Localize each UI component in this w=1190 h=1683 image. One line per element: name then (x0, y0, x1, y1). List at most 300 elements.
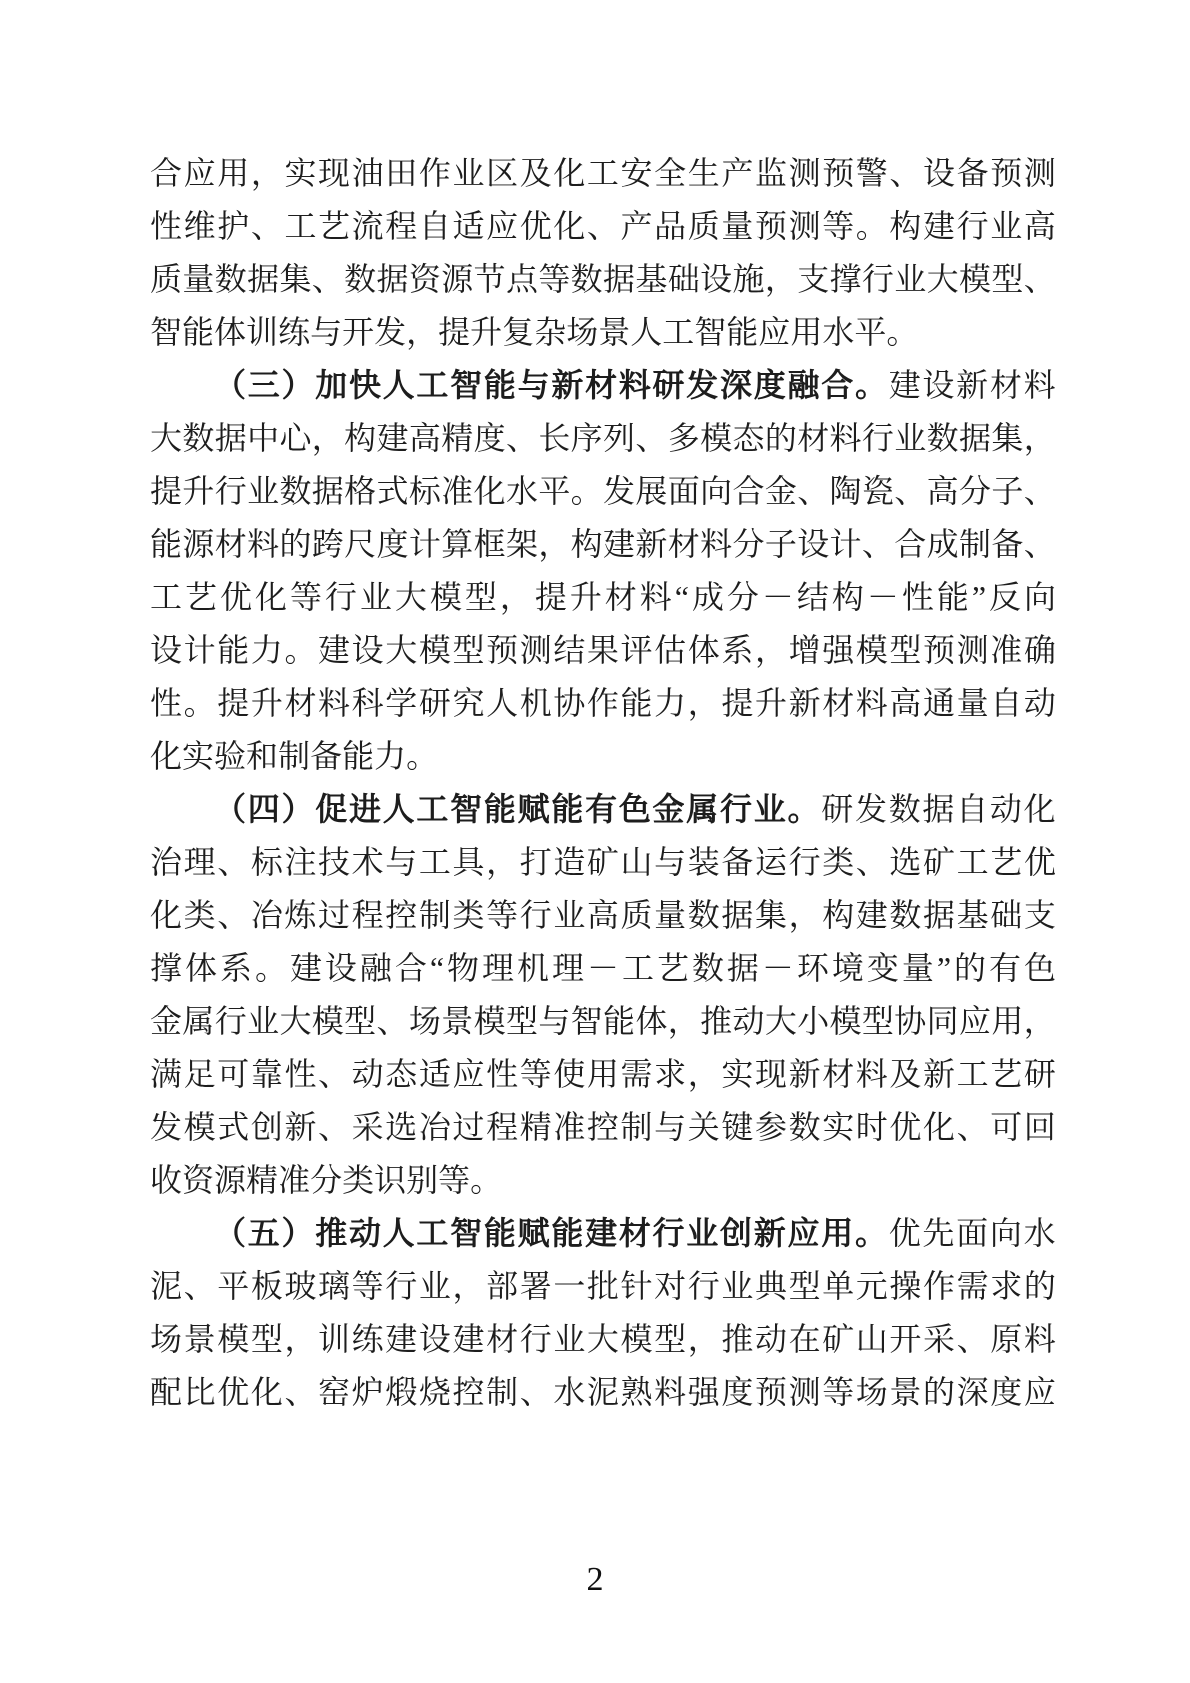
body-char: 撑 (829, 261, 862, 297)
body-char: 发 (854, 791, 887, 827)
body-char: 时 (855, 1109, 888, 1145)
body-char: 关 (687, 1109, 720, 1145)
body-char: 度 (721, 1374, 754, 1410)
body-char: 工 (586, 155, 619, 191)
body-char: 跨 (311, 526, 344, 562)
body-char: 署 (519, 1268, 552, 1304)
body-char: ， (486, 844, 519, 880)
body-char: 材 (604, 579, 637, 615)
body-char: 据 (214, 420, 247, 456)
body-char: 部 (486, 1268, 519, 1304)
heading-char: 业 (686, 1215, 719, 1251)
body-char: “ (429, 950, 445, 986)
body-char: 场 (855, 1374, 888, 1410)
body-char: 大 (764, 1003, 797, 1039)
body-char: 业 (452, 155, 485, 191)
body-char: 提 (721, 685, 754, 721)
body-char: 提 (438, 314, 471, 350)
body-char: 高 (408, 420, 441, 456)
body-char: 类 (183, 897, 216, 933)
body-char: 用 (586, 1056, 619, 1092)
body-char: 、 (311, 261, 344, 297)
body-char: 升 (754, 685, 787, 721)
body-char: 准 (553, 1109, 586, 1145)
body-char: 集 (754, 897, 787, 933)
body-char: 尺 (344, 526, 377, 562)
body-char: 足 (183, 1056, 216, 1092)
body-char: 集 (991, 420, 1024, 456)
body-char: 应 (1023, 1374, 1056, 1410)
heading-char: 工 (416, 791, 449, 827)
body-char: 控 (452, 1374, 485, 1410)
body-char: 、 (183, 1268, 216, 1304)
body-char: 高 (889, 685, 922, 721)
body-char: 型 (505, 1003, 538, 1039)
body-char: 景 (598, 314, 631, 350)
heading-char: 业 (753, 791, 786, 827)
body-char: 键 (721, 1109, 754, 1145)
heading-char: 工 (416, 1215, 449, 1251)
body-char: 收 (150, 1162, 183, 1198)
body-char: 艺 (184, 579, 217, 615)
body-char: 平 (538, 473, 571, 509)
body-char: 态 (732, 420, 765, 456)
body-char: 模 (700, 420, 733, 456)
body-char: 构 (889, 208, 922, 244)
body-char: 构 (822, 897, 855, 933)
heading-char: 融 (787, 367, 820, 403)
body-char: 制 (620, 1109, 653, 1145)
body-char: 识 (374, 1162, 407, 1198)
text-line (150, 1154, 1056, 1207)
body-char: 、 (217, 897, 250, 933)
body-char: 能 (342, 738, 375, 774)
body-char: 向 (700, 473, 733, 509)
heading-char: 。 (854, 367, 887, 403)
body-char: 测 (788, 1374, 821, 1410)
body-char: 研 (821, 791, 854, 827)
body-char: 量 (182, 261, 215, 297)
body-char: 冶 (418, 1109, 451, 1145)
body-char: 山 (855, 1321, 888, 1357)
body-char: 泥 (150, 1268, 183, 1304)
text-line (150, 624, 1056, 677)
body-char: 杂 (534, 314, 567, 350)
body-char: 护 (217, 208, 250, 244)
heading-char: （ (214, 791, 247, 827)
body-char: 过 (452, 1109, 485, 1145)
body-char: ， (754, 632, 787, 668)
body-char: 计 (408, 526, 441, 562)
body-char: 力 (250, 632, 283, 668)
body-char: 预 (923, 632, 956, 668)
body-char: ， (499, 579, 532, 615)
heading-char: （ (214, 367, 247, 403)
body-char: 实 (822, 1109, 855, 1145)
heading-char: ） (281, 791, 314, 827)
body-char: 建 (923, 208, 956, 244)
body-char: 训 (318, 1321, 351, 1357)
heading-char: 属 (686, 791, 719, 827)
body-char: 度 (990, 1374, 1023, 1410)
body-char: 创 (250, 1109, 283, 1145)
body-char: 体 (214, 314, 247, 350)
body-char: 可 (990, 1109, 1023, 1145)
body-char: 自 (990, 685, 1023, 721)
body-char: 通 (923, 685, 956, 721)
body-char: 具 (452, 844, 485, 880)
body-char: 工 (956, 1056, 989, 1092)
heading-char: 赋 (517, 791, 550, 827)
body-char: － (866, 579, 899, 615)
body-char: 模 (958, 261, 991, 297)
body-char: 据 (958, 420, 991, 456)
body-char: 、 (1023, 526, 1056, 562)
heading-char: 赋 (517, 1215, 550, 1251)
body-char: 行 (324, 579, 357, 615)
body-char: 产 (620, 208, 653, 244)
heading-char: 人 (382, 367, 415, 403)
text-line (150, 253, 1056, 306)
text-line (150, 995, 1056, 1048)
body-char: 模 (183, 1109, 216, 1145)
body-char: ， (764, 261, 797, 297)
body-char: 、 (956, 1321, 989, 1357)
heading-char: 。 (787, 791, 820, 827)
heading-char: 创 (720, 1215, 753, 1251)
body-char: 、 (894, 473, 927, 509)
heading-char: 智 (450, 367, 483, 403)
heading-char: 进 (348, 791, 381, 827)
body-char: 式 (217, 1109, 250, 1145)
body-char: 新 (284, 1109, 317, 1145)
body-char: 分 (310, 1162, 343, 1198)
body-char: 基 (635, 261, 668, 297)
text-line (150, 465, 1056, 518)
body-char: 架 (505, 526, 538, 562)
body-char: ， (1023, 420, 1056, 456)
body-char: 分 (726, 579, 759, 615)
body-char: 料 (654, 1374, 687, 1410)
body-char: 性 (150, 685, 183, 721)
body-char: ， (284, 1321, 317, 1357)
body-char: 质 (687, 208, 720, 244)
body-char: 化 (553, 155, 586, 191)
body-char: 理 (183, 844, 216, 880)
body-char: 性 (150, 208, 183, 244)
body-char: 建 (603, 526, 636, 562)
body-char: 的 (1023, 1268, 1056, 1304)
body-char: 心 (279, 420, 312, 456)
body-char: 升 (569, 579, 602, 615)
body-char: 高 (926, 473, 959, 509)
body-char: 数 (888, 791, 921, 827)
body-char: 与 (310, 314, 343, 350)
body-char: 矿 (822, 1321, 855, 1357)
body-char: 及 (519, 155, 552, 191)
heading-char: 行 (652, 1215, 685, 1251)
body-char: 源 (214, 1162, 247, 1198)
body-char: 面 (667, 473, 700, 509)
body-char: ， (538, 526, 571, 562)
body-char: 动 (1023, 685, 1056, 721)
body-char: 行 (214, 473, 247, 509)
body-char: 参 (754, 1109, 787, 1145)
body-char: 动 (351, 1056, 384, 1092)
body-char: 等 (519, 1056, 552, 1092)
body-char: 、 (855, 844, 888, 880)
body-char: － (586, 950, 619, 986)
body-char: 。 (855, 208, 888, 244)
body-char: 化 (150, 897, 183, 933)
body-char: 。 (254, 950, 287, 986)
body-char: 满 (150, 1056, 183, 1092)
body-char: 求 (990, 1268, 1023, 1304)
body-char: 数 (788, 1109, 821, 1145)
heading-char: ） (281, 367, 314, 403)
body-char: 工 (621, 950, 654, 986)
body-char: 运 (754, 844, 787, 880)
body-char: 术 (351, 844, 384, 880)
body-char: 板 (250, 1268, 283, 1304)
body-char: 材 (989, 367, 1022, 403)
body-char: 集 (279, 261, 312, 297)
text-line (150, 1207, 1056, 1260)
body-char: 化 (473, 473, 506, 509)
heading-char: 用 (821, 1215, 854, 1251)
heading-char: 三 (247, 367, 280, 403)
body-char: 在 (788, 1321, 821, 1357)
body-char: 备 (310, 738, 343, 774)
body-char: 据 (311, 473, 344, 509)
body-char: 料 (247, 526, 280, 562)
body-char: 备 (956, 155, 989, 191)
body-char: 评 (620, 632, 653, 668)
body-char: 用 (790, 314, 823, 350)
body-char: 型 (452, 632, 485, 668)
body-char: 小 (797, 1003, 830, 1039)
body-char: 模 (829, 1003, 862, 1039)
body-char: 建 (318, 632, 351, 668)
body-char: 成 (926, 526, 959, 562)
text-line (150, 677, 1056, 730)
body-char: 、 (217, 844, 250, 880)
body-char: 推 (700, 1003, 733, 1039)
body-char: 使 (553, 1056, 586, 1092)
body-char: 料 (318, 685, 351, 721)
body-char: “ (674, 579, 689, 615)
body-char: 景 (889, 1374, 922, 1410)
body-char: 合 (894, 526, 927, 562)
heading-char: 五 (247, 1215, 280, 1251)
body-char: 型 (861, 1003, 894, 1039)
body-char: 点 (505, 261, 538, 297)
body-char: 矿 (923, 844, 956, 880)
body-char: 优 (519, 208, 552, 244)
body-char: 等 (822, 208, 855, 244)
heading-char: 色 (618, 791, 651, 827)
body-char: 预 (486, 632, 519, 668)
body-char: 应 (486, 208, 519, 244)
body-char: 撑 (150, 950, 183, 986)
body-char: 力 (654, 685, 687, 721)
body-char: 等 (289, 579, 322, 615)
body-char: 优 (219, 579, 252, 615)
body-char: 、 (1023, 473, 1056, 509)
body-char: 据 (247, 261, 280, 297)
body-char: 技 (318, 844, 351, 880)
body-char: 设 (923, 155, 956, 191)
body-char: 璃 (318, 1268, 351, 1304)
body-char: 性 (284, 1056, 317, 1092)
body-char: 造 (553, 844, 586, 880)
body-char: 准 (441, 473, 474, 509)
body-char: 、 (1023, 261, 1056, 297)
body-char: 预 (754, 208, 787, 244)
body-char: 计 (829, 526, 862, 562)
body-char: 料 (855, 685, 888, 721)
body-char: 数 (926, 420, 959, 456)
body-char: 业 (553, 897, 586, 933)
body-char: 作 (586, 685, 619, 721)
body-char: 过 (318, 897, 351, 933)
heading-char: 智 (450, 1215, 483, 1251)
body-char: 业 (894, 420, 927, 456)
body-char: 能 (603, 1003, 636, 1039)
body-char: 元 (855, 1268, 888, 1304)
body-char: 复 (502, 314, 535, 350)
body-char: 动 (989, 791, 1022, 827)
body-char: 安 (620, 155, 653, 191)
body-char: 数 (570, 261, 603, 297)
body-char: 资 (408, 261, 441, 297)
body-char: 验 (214, 738, 247, 774)
body-char: 配 (150, 1374, 183, 1410)
body-char: 多 (667, 420, 700, 456)
body-char: 提 (534, 579, 567, 615)
text-line (150, 412, 1056, 465)
body-char: 计 (183, 632, 216, 668)
text-line (150, 730, 1056, 783)
body-char: 瓷 (861, 473, 894, 509)
text-line (150, 1313, 1056, 1366)
body-char: 与 (538, 1003, 571, 1039)
body-char: 据 (923, 897, 956, 933)
heading-char: 材 (585, 367, 618, 403)
body-char: 智 (694, 314, 727, 350)
body-char: 料 (1023, 1321, 1056, 1357)
body-char: 模 (311, 1003, 344, 1039)
body-char: 研 (418, 685, 451, 721)
body-char: ， (667, 1003, 700, 1039)
body-char: 业 (418, 1268, 451, 1304)
body-char: 子 (764, 526, 797, 562)
body-char: 化 (1023, 791, 1056, 827)
body-char: 制 (418, 897, 451, 933)
body-char: 料 (1023, 367, 1056, 403)
body-char: 、 (635, 420, 668, 456)
body-char: 质 (150, 261, 183, 297)
body-char: 、 (956, 1109, 989, 1145)
body-char: 料 (639, 579, 672, 615)
body-char: 建 (385, 1321, 418, 1357)
body-char: 究 (452, 685, 485, 721)
body-char: 等 (351, 1268, 384, 1304)
body-char: 设 (324, 950, 357, 986)
body-char: 量 (721, 208, 754, 244)
body-char: 据 (726, 950, 759, 986)
body-char: 开 (342, 314, 375, 350)
body-char: 设 (150, 632, 183, 668)
body-char: 烧 (418, 1374, 451, 1410)
body-char: 设 (700, 261, 733, 297)
body-char: 型 (654, 1321, 687, 1357)
body-char: 制 (486, 1374, 519, 1410)
body-char: 展 (635, 473, 668, 509)
body-char: 材 (284, 685, 317, 721)
body-char: 的 (764, 420, 797, 456)
heading-char: 能 (551, 791, 584, 827)
text-line (150, 359, 1056, 412)
body-char: 。 (406, 738, 439, 774)
heading-char: 发 (686, 367, 719, 403)
body-char: 性 (486, 1056, 519, 1092)
body-char: 应 (958, 1003, 991, 1039)
body-char: 备 (991, 526, 1024, 562)
body-char: 支 (797, 261, 830, 297)
heading-char: 能 (483, 367, 516, 403)
body-char: 分 (732, 526, 765, 562)
body-char: ， (311, 420, 344, 456)
body-char: 建 (289, 950, 322, 986)
body-char: 模 (429, 579, 462, 615)
body-char: 标 (250, 844, 283, 880)
body-char: 、 (318, 1056, 351, 1092)
body-char: 全 (654, 155, 687, 191)
body-char: 化 (254, 579, 287, 615)
body-char: 程 (385, 208, 418, 244)
body-char: 资 (182, 1162, 215, 1198)
body-char: 。 (570, 473, 603, 509)
body-char: 大 (385, 632, 418, 668)
body-char: 行 (861, 420, 894, 456)
body-char: 测 (788, 155, 821, 191)
heading-char: 能 (483, 791, 516, 827)
body-char: 协 (553, 685, 586, 721)
body-char: 采 (923, 1321, 956, 1357)
body-char: 场 (566, 314, 599, 350)
body-char: ， (788, 897, 821, 933)
body-char: 深 (956, 1374, 989, 1410)
body-char: 协 (894, 1003, 927, 1039)
body-char: 程 (486, 1109, 519, 1145)
body-char: 预 (754, 1374, 787, 1410)
heading-char: 工 (416, 367, 449, 403)
body-char: 类 (342, 1162, 375, 1198)
body-char: 窑 (318, 1374, 351, 1410)
body-char: 适 (452, 208, 485, 244)
body-char: 格 (344, 473, 377, 509)
body-char: 行 (687, 1268, 720, 1304)
body-char: 据 (922, 791, 955, 827)
body-char: ， (452, 1268, 485, 1304)
body-char: 的 (279, 526, 312, 562)
body-char: 针 (620, 1268, 653, 1304)
body-char: 实 (182, 738, 215, 774)
text-line (150, 1101, 1056, 1154)
body-char: 合 (150, 155, 183, 191)
body-char: 先 (922, 1215, 955, 1251)
